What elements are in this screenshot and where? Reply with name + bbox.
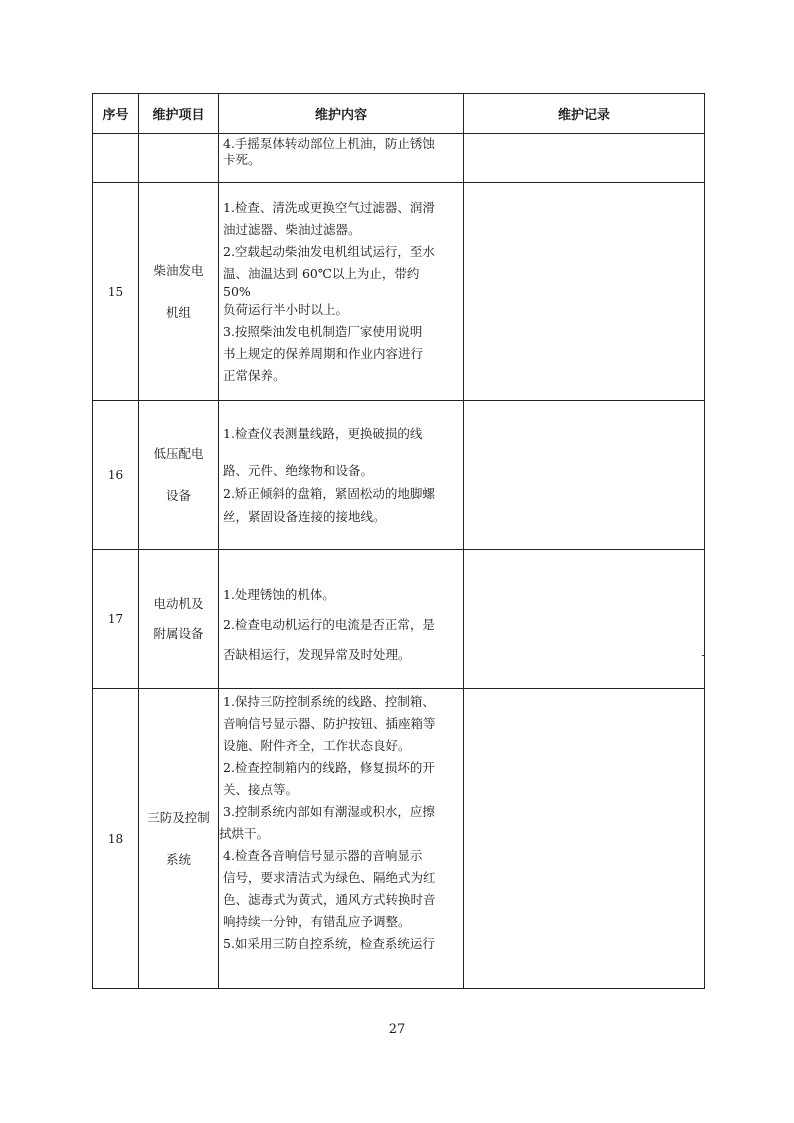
content-line: 油过滤器、柴油过滤器。	[223, 221, 361, 237]
row-seq	[93, 134, 139, 183]
content-line: 2.矫正倾斜的盘箱，紧固松动的地脚螺	[223, 486, 435, 501]
content-line: 关、接点等。	[223, 782, 299, 797]
item-line: 低压配电	[153, 446, 204, 461]
item-line: 设备	[165, 488, 191, 503]
row-seq: 17	[93, 550, 139, 689]
content-line: 书上规定的保养周期和作业内容进行	[223, 345, 424, 361]
header-seq: 序号	[93, 94, 139, 134]
content-line: 设施、附件齐全，工作状态良好。	[223, 738, 411, 753]
content-line: 拭烘干。	[219, 826, 270, 841]
content-line: 4.检查各音响信号显示器的音响显示	[223, 848, 423, 863]
content-line: 3.按照柴油发电机制造厂家使用说明	[223, 323, 423, 339]
row-content	[219, 401, 464, 550]
content-line: 温、油温达到 60℃以上为止，带约	[223, 265, 420, 281]
table-row	[93, 550, 705, 689]
row-item	[139, 689, 219, 989]
row-record	[464, 401, 705, 550]
item-line: 机组	[165, 304, 191, 320]
content-line: 正常保养。	[223, 367, 286, 383]
row-seq: 15	[93, 183, 139, 401]
row-item	[139, 183, 219, 401]
header-record: 维护记录	[464, 94, 705, 134]
content-line: 5.如采用三防自控系统，检查系统运行	[223, 936, 435, 951]
content-line: 2.检查控制箱内的线路，修复损坏的开	[223, 760, 435, 775]
row-item	[139, 550, 219, 689]
header-content: 维护内容	[219, 94, 464, 134]
content-line: 信号，要求清洁式为绿色、隔绝式为红	[223, 870, 436, 885]
content-line: 2.空载起动柴油发电机组试运行，至水	[223, 243, 435, 259]
table-row	[93, 401, 705, 550]
row-seq: 18	[93, 689, 139, 989]
content-line: 音响信号显示器、防护按钮、插座箱等	[223, 716, 436, 731]
item-line: 附属设备	[153, 626, 204, 641]
item-line: 电动机及	[153, 596, 204, 611]
row-content	[219, 550, 464, 689]
row-record	[464, 689, 705, 989]
content-line: 1.检查、清洗或更换空气过滤器、润滑	[223, 199, 435, 215]
content-line: 1.处理锈蚀的机体。	[223, 587, 335, 602]
content-line: 卡死。	[223, 152, 261, 167]
page-number: 27	[388, 1022, 406, 1037]
item-line: 三防及控制	[147, 809, 210, 825]
content-line: 路、元件、绝缘物和设备。	[223, 463, 374, 478]
item-line: 系统	[165, 851, 191, 867]
content-line: 3.控制系统内部如有潮湿或积水，应擦	[223, 804, 435, 819]
content-line: 2.检查电动机运行的电流是否正常，是	[223, 617, 435, 632]
item-line: 柴油发电	[153, 262, 204, 278]
header-item: 维护项目	[139, 94, 219, 134]
content-line: 4.手摇泵体转动部位上机油，防止锈蚀	[223, 136, 435, 151]
table-header-row	[93, 94, 705, 134]
row-record	[464, 134, 705, 183]
content-line: 丝，紧固设备连接的接地线。	[223, 509, 386, 524]
row-content	[219, 134, 464, 183]
table-row	[93, 689, 705, 989]
content-line: 负荷运行半小时以上。	[223, 301, 349, 317]
row-seq: 16	[93, 401, 139, 550]
content-line: 色、滤毒式为黄式，通风方式转换时音	[223, 892, 436, 907]
row-item	[139, 401, 219, 550]
row-content	[219, 183, 464, 401]
row-record	[464, 183, 705, 401]
content-line: 否缺相运行，发现异常及时处理。	[223, 647, 411, 662]
row-item	[139, 134, 219, 183]
table-row	[93, 134, 705, 183]
content-line: 1.检查仪表测量线路，更换破损的线	[223, 426, 423, 441]
content-line: 50%	[223, 283, 251, 299]
row-content	[219, 689, 464, 989]
content-line: 响持续一分钟，有错乱应予调整。	[223, 914, 411, 929]
maintenance-table	[92, 93, 705, 989]
table-row	[93, 183, 705, 401]
stray-mark	[702, 655, 704, 656]
content-line: 1.保持三防控制系统的线路、控制箱、	[223, 694, 435, 709]
row-record	[464, 550, 705, 689]
